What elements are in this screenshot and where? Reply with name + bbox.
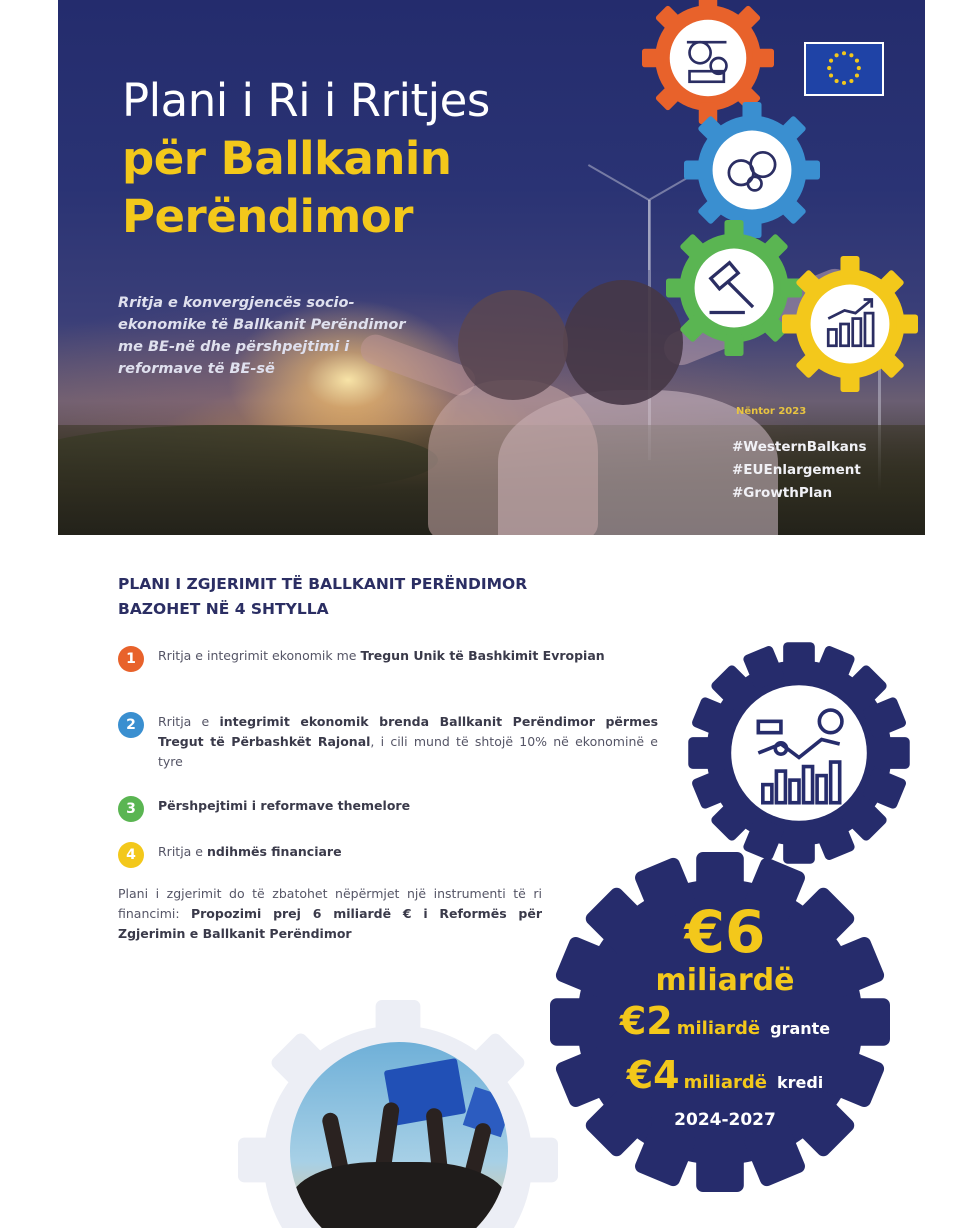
- child-silhouette: [428, 380, 598, 535]
- pillar-text-after: , i cili mund të shtojë 10% në ekonominë e tyre: [158, 734, 658, 769]
- crowd-silhouette: [290, 1162, 508, 1228]
- pillar-1: [118, 646, 658, 672]
- grants-label: grante: [770, 1019, 831, 1038]
- grants-amount: €2: [619, 999, 673, 1043]
- funding-years: 2024-2027: [674, 1110, 776, 1130]
- coins-gears-icon: [684, 102, 820, 238]
- heading-line-1: PLANI I ZGJERIMIT TË BALLKANIT PERËNDIMOR: [118, 575, 528, 593]
- pillar-text: [158, 796, 410, 816]
- plan-text-plain: Plani i zgjerimit do të zbatohet nëpërmjet një instrumenti të ri financimi:: [118, 886, 542, 921]
- loans-label: kredi: [776, 1073, 824, 1092]
- pillar-text-plain: Rritja e integrimit ekonomik me: [158, 648, 361, 663]
- pillar-number-badge: 3: [118, 796, 144, 822]
- eu-flag-icon: [804, 42, 884, 96]
- hashtag-eu-enlargement[interactable]: #EUEnlargement: [732, 462, 861, 478]
- pillars-heading: [118, 572, 658, 622]
- title-line-3: Perëndimor: [122, 190, 413, 243]
- finance-chart-icon: [686, 640, 912, 866]
- grants-unit: miliardë: [676, 1018, 761, 1039]
- pillar-text-bold: ndihmës financiare: [206, 844, 342, 859]
- plan-description: [118, 884, 542, 944]
- funding-loans-row: [590, 1052, 860, 1106]
- hero-date: Nëntor 2023: [736, 406, 807, 417]
- pillar-text-plain: Rritja e: [158, 844, 207, 859]
- funding-summary: [590, 900, 860, 1130]
- funding-grants-row: [590, 998, 860, 1052]
- plan-text-bold: Propozimi prej 6 miliardë € i Reformës për Zgjerimin e Ballkanit Perëndimor: [118, 906, 542, 941]
- pillar-text-bold: Përshpejtimi i reformave themelore: [158, 798, 411, 813]
- hashtag-western-balkans[interactable]: #WesternBalkans: [732, 439, 867, 455]
- hashtag-growth-plan[interactable]: #GrowthPlan: [732, 485, 833, 501]
- pillar-2: [118, 712, 658, 772]
- pillar-text: [158, 646, 605, 666]
- heading-line-2: BAZOHET NË 4 SHTYLLA: [118, 600, 329, 618]
- pillar-number-badge: 1: [118, 646, 144, 672]
- pillar-text-bold: Tregun Unik të Bashkimit Evropian: [360, 648, 605, 663]
- child-head: [458, 290, 568, 400]
- hero-subtitle: Rritja e konvergjencës socio-ekonomike të Ballkanit Perëndimor me BE-në dhe përshpejtimi i reformave të BE-së: [118, 295, 406, 377]
- loans-amount: €4: [626, 1053, 680, 1097]
- turbine-blade: [588, 164, 650, 201]
- turbine-blade: [648, 200, 650, 270]
- title-line-1: Plani i Ri i Rritjes: [122, 74, 490, 127]
- title-line-2: për Ballkanin: [122, 132, 452, 185]
- hero-title: [122, 72, 490, 246]
- funding-total-unit: miliardë: [655, 963, 795, 998]
- pillar-text: [158, 842, 342, 862]
- funding-total: €6: [684, 898, 766, 966]
- loans-unit: miliardë: [683, 1072, 767, 1093]
- hashtag-list: [732, 436, 867, 505]
- pillar-text-bold: integrimit ekonomik brenda Ballkanit Perëndimor përmes Tregut të Përbashkët Rajonal: [158, 714, 659, 749]
- hero-banner: [58, 0, 925, 535]
- pillar-number-badge: 4: [118, 842, 144, 868]
- adult-head: [563, 280, 683, 405]
- pillar-text-plain: Rritja e: [158, 714, 220, 729]
- pillar-3: [118, 796, 658, 822]
- growth-chart-icon: [782, 256, 918, 392]
- pillar-text: [158, 712, 658, 772]
- pillar-number-badge: 2: [118, 712, 144, 738]
